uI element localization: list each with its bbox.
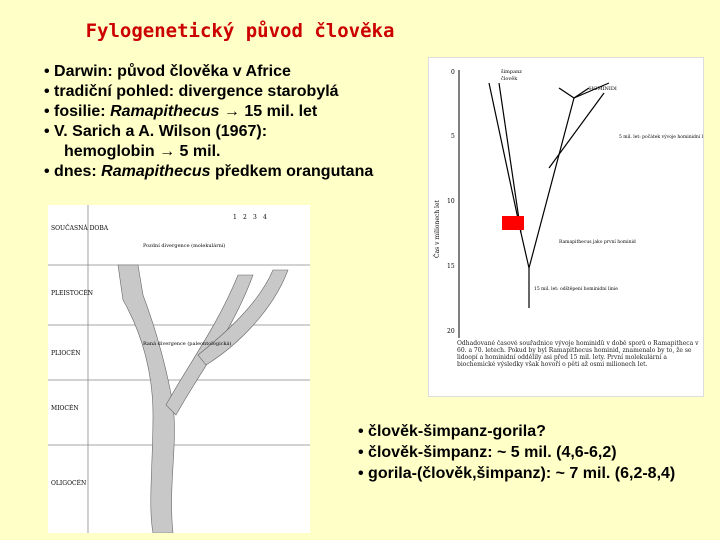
red-marker xyxy=(502,216,524,230)
svg-text:MIOCÉN: MIOCÉN xyxy=(51,405,79,412)
svg-text:20: 20 xyxy=(447,328,455,335)
bullet-today: • dnes: Ramapithecus předkem orangutana xyxy=(44,163,374,180)
bullet-traditional-view: • tradiční pohled: divergence starobylá xyxy=(44,83,339,100)
bullet-darwin: • Darwin: původ člověka v Africe xyxy=(44,63,291,80)
svg-text:PLEISTOCÉN: PLEISTOCÉN xyxy=(51,290,94,297)
tree-svg xyxy=(48,205,310,533)
svg-text:10: 10 xyxy=(447,198,455,205)
svg-text:Ramapithecus jako první homini: Ramapithecus jako první hominid xyxy=(559,240,636,245)
divergence-timeline-figure xyxy=(428,57,704,397)
slide-title: Fylogenetický původ člověka xyxy=(85,20,395,42)
estimate-gorilla: • gorila-(člověk,šimpanz): ~ 7 mil. (6,2-8,4) xyxy=(358,465,676,482)
svg-text:HOMINIDI: HOMINIDI xyxy=(589,86,617,92)
svg-text:4: 4 xyxy=(263,214,267,221)
estimate-question: • člověk-šimpanz-gorila? xyxy=(358,423,546,440)
svg-text:OLIGOCÉN: OLIGOCÉN xyxy=(51,480,87,487)
svg-text:15 mil. let: odštěpení hominid: 15 mil. let: odštěpení hominidní linie xyxy=(534,287,618,292)
svg-text:SOUČASNÁ DOBA: SOUČASNÁ DOBA xyxy=(51,225,109,232)
svg-text:Pozdní divergence (molekulární: Pozdní divergence (molekulární) xyxy=(143,243,226,249)
svg-text:Čas v milionech let: Čas v milionech let xyxy=(434,200,441,258)
svg-text:PLIOCÉN: PLIOCÉN xyxy=(51,350,81,357)
divergence-estimates xyxy=(358,421,718,484)
bullet-sarich-wilson: • V. Sarich a A. Wilson (1967): xyxy=(44,123,268,140)
phylogeny-tree-figure xyxy=(48,205,310,533)
svg-text:15: 15 xyxy=(447,263,455,270)
estimate-human-chimp: • člověk-šimpanz: ~ 5 mil. (4,6-6,2) xyxy=(358,444,617,461)
bullet-list xyxy=(44,62,424,182)
bullet-fossils: • fosilie: Ramapithecus → 15 mil. let xyxy=(44,103,318,120)
svg-text:3: 3 xyxy=(253,214,257,221)
svg-text:šimpanz: šimpanz xyxy=(501,69,522,75)
svg-text:5 mil. let: počátek vývoje hom: 5 mil. let: počátek vývoje hominidní linie xyxy=(619,135,703,140)
svg-text:Raná divergence (paleontologic: Raná divergence (paleontologická) xyxy=(143,341,232,347)
svg-text:0: 0 xyxy=(451,69,455,76)
svg-text:2: 2 xyxy=(243,214,247,221)
svg-text:1: 1 xyxy=(233,214,237,221)
timeline-svg: 0 5 10 15 20 Čas v milionech let šimpanz člověk HOMINIDI 5 mil. let: počátek vývoje hominidní linie Ramapithecus jako první hominid 15 mil. let: odštěpení hominidní linie Odhadované časové souřadnice vývoje hominidů v době sporů o Ramapitheca v 60. a 70. letech. Pokud by byl Ramapithecus hominid, znamenalo by to, že se lidoopí a hominidní oddělily asi před 15 mil. lety. První molekulární a biochemické výsledky však hovoří o pěti až osmi milionech let. xyxy=(429,58,703,396)
bullet-hemoglobin: hemoglobin → 5 mil. xyxy=(64,143,221,160)
svg-text:5: 5 xyxy=(451,133,455,140)
svg-text:člověk: člověk xyxy=(501,76,518,82)
